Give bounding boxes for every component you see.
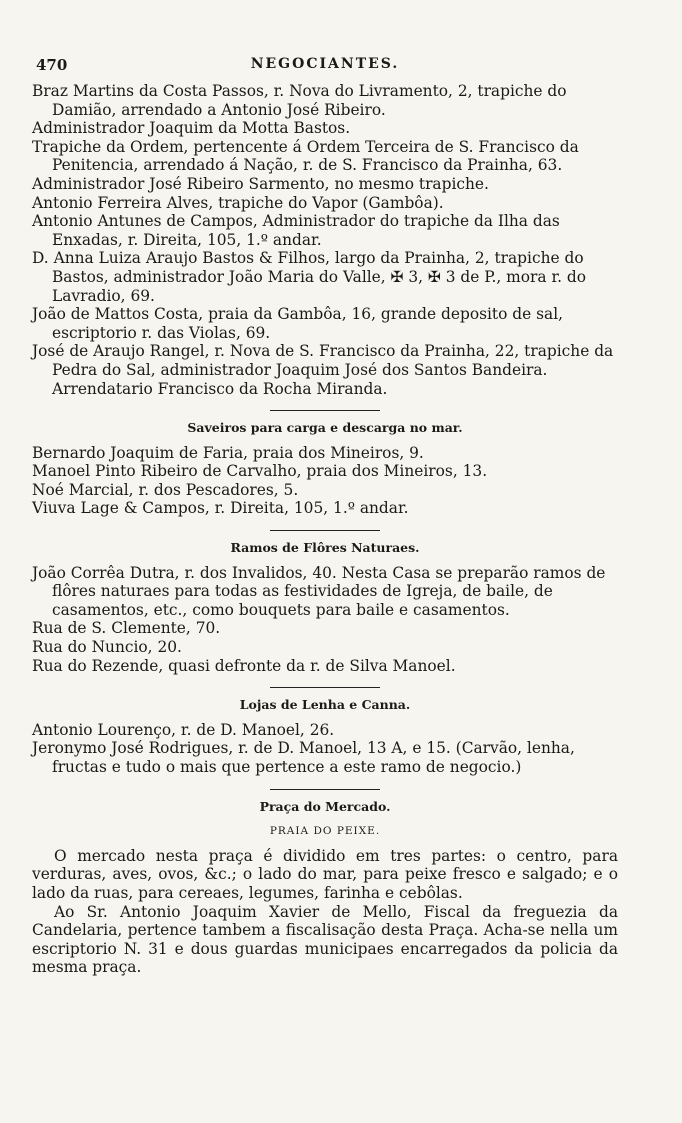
list-entry: Administrador José Ribeiro Sarmento, no mesmo trapiche. <box>32 174 489 193</box>
list-entry: Rua do Rezende, quasi defronte da r. de Silva Manoel. <box>32 656 456 675</box>
section-heading-mercado: Praça do Mercado. <box>32 789 618 817</box>
paragraph: Ao Sr. Antonio Joaquim Xavier de Mello, Fiscal da freguezia da Candelaria, pertence tambem a fiscalisação desta Praça. Acha-se nella um escriptorio N. 31 e dous guardas municipaes encarregados da policia da mesma praça. <box>32 902 618 977</box>
list-entry: José de Araujo Rangel, r. Nova de S. Francisco da Prainha, 22, trapiche da Pedra do Sal, administrador Joaquim José dos Santos Bandeira. Arrendatario Francisco da Rocha Miranda. <box>32 342 614 398</box>
list-entry: Bernardo Joaquim de Faria, praia dos Mineiros, 9. <box>32 443 424 462</box>
section-heading-lenha: Lojas de Lenha e Canna. <box>32 687 618 715</box>
list-entry: Antonio Antunes de Campos, Administrador do trapiche da Ilha das Enxadas, r. Direita, 105, 1.º andar. <box>32 212 560 249</box>
list-entry: Jeronymo José Rodrigues, r. de D. Manoel, 13 A, e 15. (Carvão, lenha, fructas e tudo o mais que pertence a este ramo de negocio.) <box>32 739 575 776</box>
list-entry: João de Mattos Costa, praia da Gambôa, 16, grande deposito de sal, escriptorio r. das Violas, 69. <box>32 305 564 342</box>
running-title: NEGOCIANTES. <box>250 56 400 72</box>
section-subheading: PRAIA DO PEIXE. <box>269 825 381 838</box>
list-entry: João Corrêa Dutra, r. dos Invalidos, 40. Nesta Casa se preparão ramos de flôres naturaes para todas as festividades de Igreja, de baile, de casamentos, etc., como bouquets para baile e casamentos. <box>32 563 606 619</box>
list-entry: Antonio Ferreira Alves, trapiche do Vapor (Gambôa). <box>32 193 444 212</box>
list-entry: Trapiche da Ordem, pertencente á Ordem Terceira de S. Francisco da Penitencia, arrendado á Nação, r. de S. Francisco da Prainha, 63. <box>32 137 579 175</box>
list-entry: Braz Martins da Costa Passos, r. Nova do Livramento, 2, trapiche do Damião, arrendado a Antonio José Ribeiro. <box>32 82 567 119</box>
list-entry: Noé Marcial, r. dos Pescadores, 5. <box>32 480 299 499</box>
section-heading-flores: Ramos de Flôres Naturaes. <box>32 530 618 558</box>
list-entry: Rua do Nuncio, 20. <box>32 638 182 657</box>
list-entry: Rua de S. Clemente, 70. <box>32 619 221 638</box>
list-entry: Viuva Lage & Campos, r. Direita, 105, 1.º andar. <box>32 499 409 518</box>
page-body <box>32 82 618 977</box>
page-number: 470 <box>36 56 68 74</box>
list-entry: D. Anna Luiza Araujo Bastos & Filhos, largo da Prainha, 2, trapiche do Bastos, administrador João Maria do Valle, ✠ 3, ✠ 3 de P., mora r. do Lavradio, 69. <box>32 249 587 305</box>
page-header <box>32 56 618 82</box>
section-heading-saveiros: Saveiros para carga e descarga no mar. <box>32 410 618 438</box>
list-entry: Administrador Joaquim da Motta Bastos. <box>32 119 351 138</box>
list-entry: Antonio Lourenço, r. de D. Manoel, 26. <box>32 720 335 739</box>
list-entry: Manoel Pinto Ribeiro de Carvalho, praia dos Mineiros, 13. <box>32 462 488 481</box>
paragraph: O mercado nesta praça é dividido em tres partes: o centro, para verduras, aves, ovos, &c.; o lado do mar, para peixe fresco e salgado; e o lado da ruas, para cereaes, legumes, farinha e cebôlas. <box>32 846 618 902</box>
